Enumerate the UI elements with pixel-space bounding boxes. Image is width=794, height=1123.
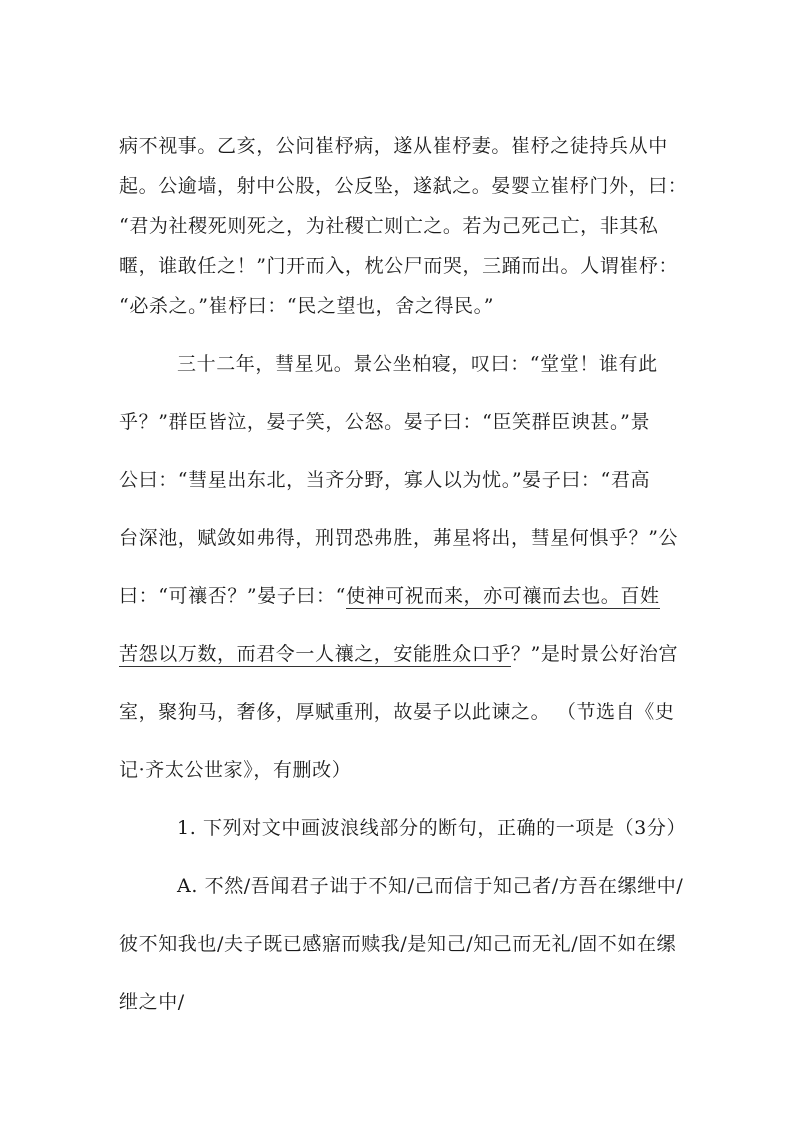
line10-prefix: 曰：“可禳否？”晏子曰：“ (119, 585, 346, 607)
passage-line-3: “君为社稷死则死之，为社稷亡则亡之。若为己死己亡，非其私 (119, 215, 659, 237)
passage-line-1: 病不视事。乙亥，公问崔杼病，遂从崔杼妻。崔杼之徒持兵从中 (119, 135, 668, 157)
passage-line-5: “必杀之。”崔杼曰：“民之望也，舍之得民。” (119, 295, 495, 317)
passage-line-12: 室，聚狗马，奢侈，厚赋重刑，故晏子以此谏之。 （节选自《史 (119, 701, 675, 723)
passage-line-11 (119, 639, 794, 669)
option-a-line-2: 彼不知我也/夫子既已感寤而赎我/是知己/知己而无礼/固不如在缧 (119, 933, 677, 955)
passage-line-2: 起。公逾墙，射中公股，公反坠，遂弑之。晏婴立崔杼门外，曰： (119, 175, 688, 197)
question-stem: 1. 下列对文中画波浪线部分的断句，正确的一项是（3分） (177, 817, 687, 839)
passage-line-13: 记·齐太公世家》，有删改） (119, 759, 352, 781)
underlined-sentence-part-2: 苦怨以万数，而君令一人禳之，安能胜众口乎 (119, 643, 512, 665)
line11-suffix: ？”是时景公好治宫 (511, 643, 679, 665)
passage-line-10 (119, 581, 794, 611)
passage-line-4: 暱，谁敢任之！”门开而入，枕公尸而哭，三踊而出。人谓崔杼： (119, 255, 679, 277)
passage-line-7: 乎？”群臣皆泣，晏子笑，公怒。晏子曰：“臣笑群臣谀甚。”景 (119, 411, 651, 433)
option-a-line-3: 绁之中/ (119, 991, 185, 1013)
passage-line-9: 台深池，赋敛如弗得，刑罚恐弗胜，茀星将出，彗星何惧乎？”公 (119, 527, 679, 549)
underlined-sentence-part-1: 使神可祝而来，亦可禳而去也。百姓 (345, 585, 660, 607)
passage-line-6: 三十二年，彗星见。景公坐柏寝，叹曰：“堂堂！谁有此 (177, 353, 658, 375)
option-a-line-1: A. 不然/吾闻君子诎于不知/己而信于知己者/方吾在缧绁中/ (177, 875, 684, 897)
passage-line-8: 公曰：“彗星出东北，当齐分野，寡人以为忧。”晏子曰：“君高 (119, 469, 651, 491)
